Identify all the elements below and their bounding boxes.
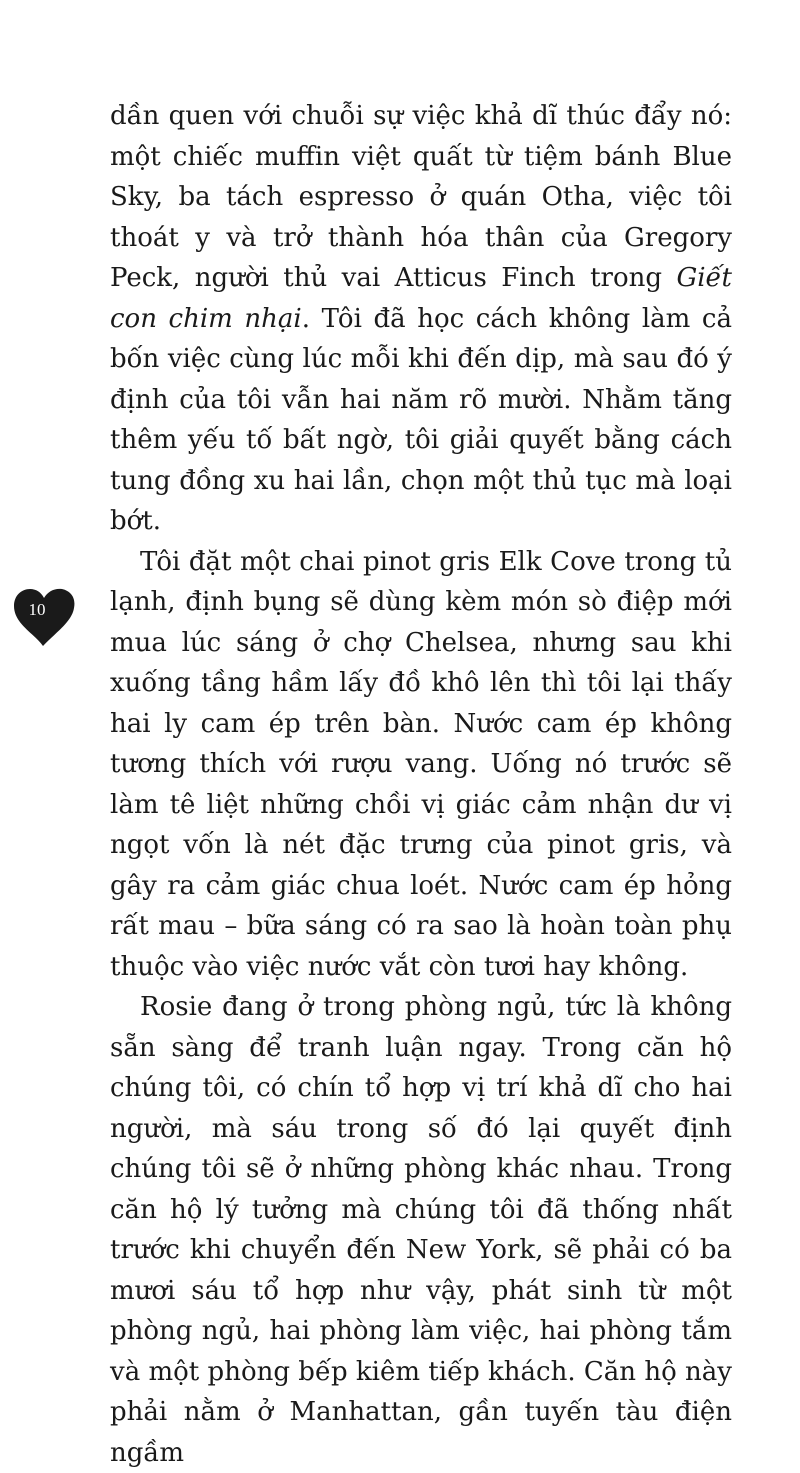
paragraph-1 — [110, 96, 732, 542]
book-title-italic: Giết con chim nhại — [110, 263, 732, 334]
paragraph-2: Tôi đặt một chai pinot gris Elk Cove trong tủ lạnh, định bụng sẽ dùng kèm món sò điệp mới mua lúc sáng ở chợ Chelsea, nhưng sau khi xuống tầng hầm lấy đồ khô lên thì tôi lại thấy hai ly cam ép trên bàn. Nước cam ép không tương thích với rượu vang. Uống nó trước sẽ làm tê liệt những chồi vị giác cảm nhận dư vị ngọt vốn là nét đặc trưng của pinot gris, và gây ra cảm giác chua loét. Nước cam ép hỏng rất mau – bữa sáng có ra sao là hoàn toàn phụ thuộc vào việc nước vắt còn tươi hay không. — [110, 546, 732, 982]
paragraph-3: Rosie đang ở trong phòng ngủ, tức là không sẵn sàng để tranh luận ngay. Trong căn hộ chúng tôi, có chín tổ hợp vị trí khả dĩ cho hai người, mà sáu trong số đó lại quyết định chúng tôi sẽ ở những phòng khác nhau. Trong căn hộ lý tưởng mà chúng tôi đã thống nhất trước khi chuyển đến New York, sẽ phải có ba mươi sáu tổ hợp như vậy, phát sinh từ một phòng ngủ, hai phòng làm việc, hai phòng tắm và một phòng bếp kiêm tiếp khách. Căn hộ này phải nằm ở Manhattan, gần tuyến tàu điện ngầm — [110, 992, 732, 1468]
page-number: 10 — [28, 600, 46, 619]
page-body-text — [110, 96, 732, 1473]
paragraph-1-text-start: dần quen với chuỗi sự việc khả dĩ thúc đẩy nó: một chiếc muffin việt quất từ tiệm bánh Blue Sky, ba tách espresso ở quán Otha, việc tôi thoát y và trở thành hóa thân của Gregory Peck, người thủ vai Atticus Finch trong — [110, 101, 732, 293]
paragraph-1-text-end: . Tôi đã học cách không làm cả bốn việc cùng lúc mỗi khi đến dịp, mà sau đó ý định của tôi vẫn hai năm rõ mười. Nhằm tăng thêm yếu tố bất ngờ, tôi giải quyết bằng cách tung đồng xu hai lần, chọn một thủ tục mà loại bớt. — [110, 303, 732, 536]
